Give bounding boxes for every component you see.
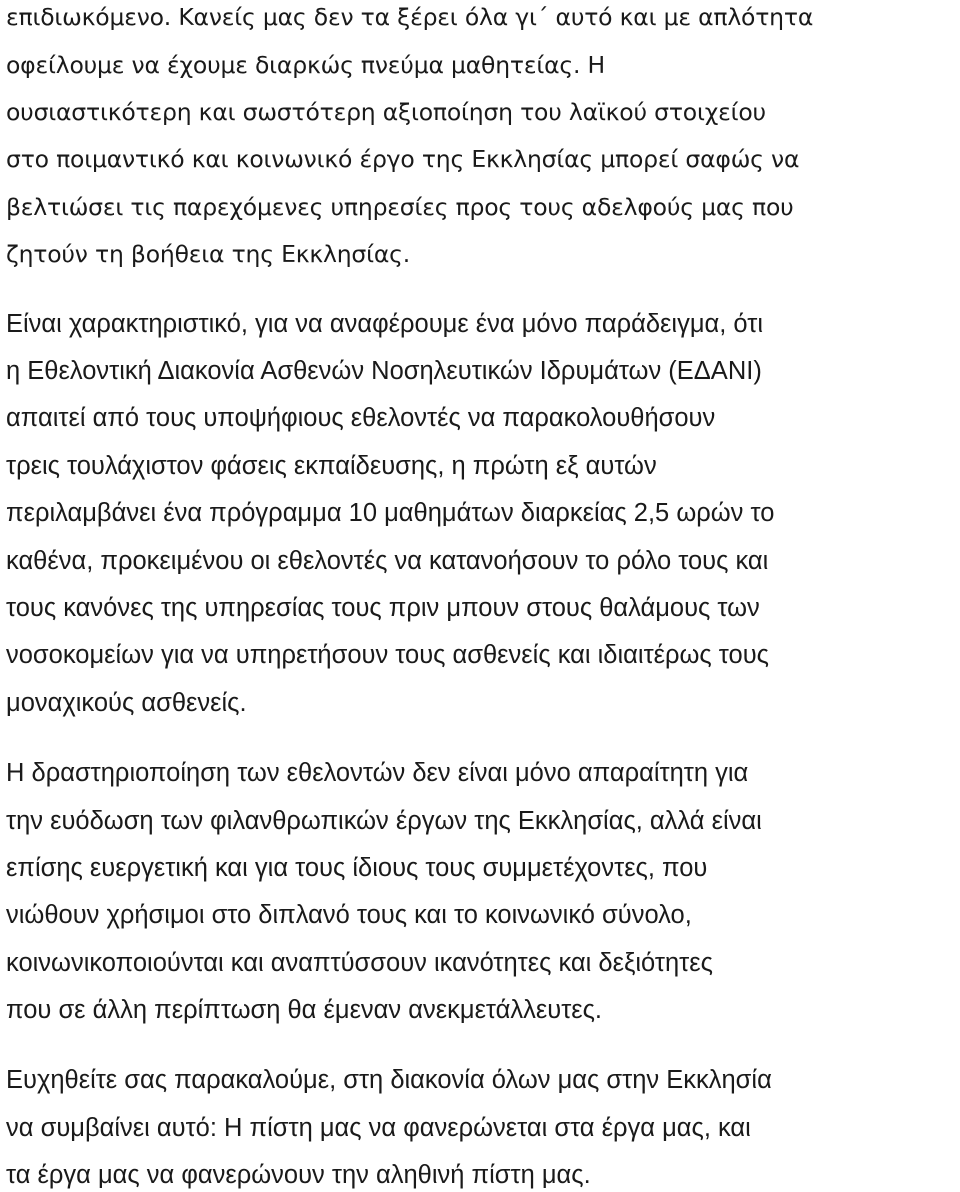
text-line: κοινωνικοποιούνται και αναπτύσσουν ικανότητες και δεξιότητες <box>6 949 713 977</box>
text-line: νιώθουν χρήσιμοι στο διπλανό τους και το κοινωνικό σύνολο, <box>6 901 692 929</box>
text-line: η Εθελοντική Διακονία Ασθενών Νοσηλευτικών Ιδρυμάτων (ΕΔΑΝΙ) <box>6 357 762 385</box>
text-line: μοναχικούς ασθενείς. <box>6 689 247 717</box>
text-line: ουσιαστικότερη και σωστότερη αξιοποίηση του λαϊκού στοιχείου <box>6 98 766 126</box>
text-line: Είναι χαρακτηριστικό, για να αναφέρουμε ένα μόνο παράδειγμα, ότι <box>6 310 763 338</box>
text-line: Η δραστηριοποίηση των εθελοντών δεν είναι μόνο απαραίτητη για <box>6 759 749 787</box>
text-line: την ευόδωση των φιλανθρωπικών έργων της Εκκλησίας, αλλά είναι <box>6 807 762 835</box>
text-line: επίσης ευεργετική και για τους ίδιους τους συμμετέχοντες, που <box>6 854 708 882</box>
text-line: που σε άλλη περίπτωση θα έμεναν ανεκμετάλλευτες. <box>6 996 603 1024</box>
text-line: τρεις τουλάχιστον φάσεις εκπαίδευσης, η πρώτη εξ αυτών <box>6 452 657 480</box>
text-line: τους κανόνες της υπηρεσίας τους πριν μπουν στους θαλάμους των <box>6 594 760 622</box>
text-line: στο ποιμαντικό και κοινωνικό έργο της Εκκλησίας μπορεί σαφώς να <box>6 145 800 173</box>
text-line: περιλαμβάνει ένα πρόγραμμα 10 μαθημάτων διαρκείας 2,5 ωρών το <box>6 499 775 527</box>
text-line: τα έργα μας να φανερώνουν την αληθινή πίστη μας. <box>6 1161 591 1189</box>
text-line: οφείλουμε να έχουμε διαρκώς πνεύμα μαθητείας. Η <box>6 51 606 79</box>
text-line: νοσοκομείων για να υπηρετήσουν τους ασθενείς και ιδιαιτέρως τους <box>6 641 769 669</box>
text-line: ζητούν τη βοήθεια της Εκκλησίας. <box>6 240 411 268</box>
text-line: απαιτεί από τους υποψήφιους εθελοντές να παρακολουθήσουν <box>6 404 716 432</box>
text-line: Ευχηθείτε σας παρακαλούμε, στη διακονία όλων μας στην Εκκλησία <box>6 1066 772 1094</box>
text-line: βελτιώσει τις παρεχόμενες υπηρεσίες προς τους αδελφούς μας που <box>6 193 794 221</box>
text-line: επιδιωκόμενο. Κανείς μας δεν τα ξέρει όλα γι΄ αυτό και με απλότητα <box>6 3 814 31</box>
text-line: καθένα, προκειμένου οι εθελοντές να κατανοήσουν το ρόλο τους και <box>6 547 769 575</box>
text-line: να συμβαίνει αυτό: Η πίστη μας να φανερώνεται στα έργα μας, και <box>6 1114 751 1142</box>
